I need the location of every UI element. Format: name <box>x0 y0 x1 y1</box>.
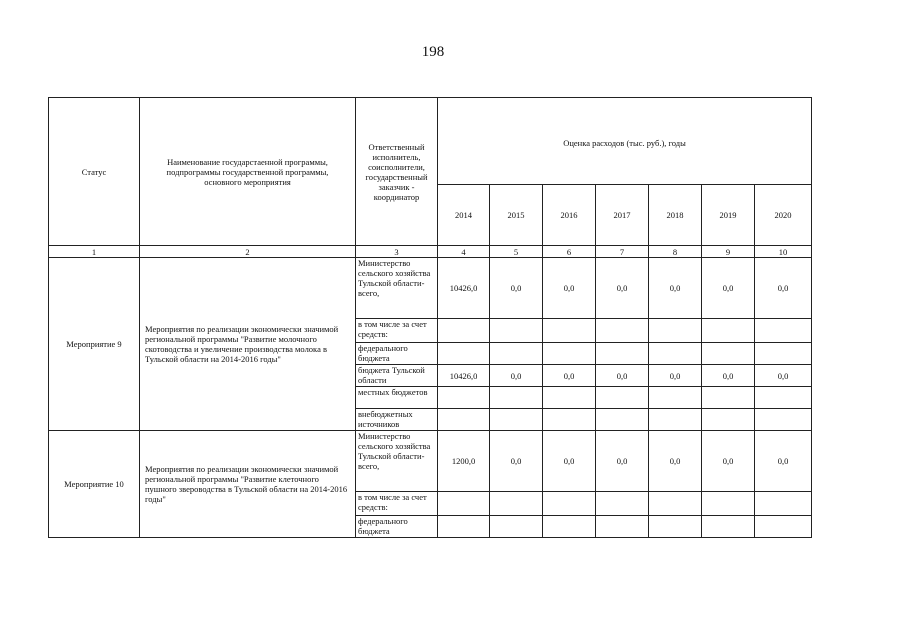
header-year: 2019 <box>702 185 755 246</box>
value-cell <box>649 516 702 538</box>
value-cell: 0,0 <box>490 365 543 387</box>
value-cell <box>438 387 490 409</box>
value-cell <box>596 409 649 431</box>
value-cell <box>702 343 755 365</box>
table-row <box>49 431 812 492</box>
column-number: 6 <box>543 246 596 258</box>
funding-source-cell: федерального бюджета <box>356 516 438 538</box>
funding-source-cell: местных бюджетов <box>356 387 438 409</box>
value-cell <box>543 319 596 343</box>
status-cell: Мероприятие 9 <box>49 258 140 431</box>
value-cell <box>438 319 490 343</box>
value-cell <box>490 387 543 409</box>
funding-source-cell: в том числе за счет средств: <box>356 492 438 516</box>
value-cell <box>755 343 812 365</box>
value-cell: 0,0 <box>543 258 596 319</box>
value-cell: 0,0 <box>543 365 596 387</box>
value-cell: 0,0 <box>702 365 755 387</box>
header-year: 2015 <box>490 185 543 246</box>
value-cell <box>755 387 812 409</box>
value-cell: 0,0 <box>649 258 702 319</box>
funding-source-cell: бюджета Тульской области <box>356 365 438 387</box>
column-numbers-row <box>49 246 812 258</box>
value-cell: 0,0 <box>649 431 702 492</box>
value-cell <box>438 492 490 516</box>
budget-table <box>48 97 812 538</box>
value-cell <box>438 516 490 538</box>
value-cell <box>490 319 543 343</box>
value-cell <box>702 387 755 409</box>
column-number: 3 <box>356 246 438 258</box>
value-cell <box>755 492 812 516</box>
value-cell: 0,0 <box>755 258 812 319</box>
column-number: 8 <box>649 246 702 258</box>
funding-source-cell: внебюджетных источников <box>356 409 438 431</box>
value-cell <box>438 409 490 431</box>
value-cell <box>755 319 812 343</box>
column-number: 10 <box>755 246 812 258</box>
column-number: 2 <box>140 246 356 258</box>
value-cell: 10426,0 <box>438 258 490 319</box>
measure-name-cell: Мероприятия по реализации экономически значимой региональной программы "Развитие молочного скотоводства и увеличение производства молока в Тульской области на 2014-2016 годы" <box>140 258 356 431</box>
value-cell <box>490 516 543 538</box>
table-body <box>49 258 812 538</box>
value-cell: 0,0 <box>596 258 649 319</box>
value-cell <box>649 409 702 431</box>
column-number: 4 <box>438 246 490 258</box>
value-cell <box>755 409 812 431</box>
header-year: 2014 <box>438 185 490 246</box>
funding-source-cell: Министерство сельского хозяйства Тульской области- всего, <box>356 431 438 492</box>
column-number: 7 <box>596 246 649 258</box>
value-cell <box>543 492 596 516</box>
value-cell: 0,0 <box>490 258 543 319</box>
value-cell: 0,0 <box>702 258 755 319</box>
measure-name-cell: Мероприятия по реализации экономически значимой региональной программы "Развитие клеточного пушного звероводства в Тульской области на 2014-2016 годы" <box>140 431 356 538</box>
header-name: Наименование государстаенной программы, подпрограммы государственной программы, основного мероприятия <box>140 98 356 246</box>
value-cell <box>543 409 596 431</box>
value-cell <box>543 343 596 365</box>
value-cell <box>490 409 543 431</box>
value-cell <box>543 387 596 409</box>
column-number: 9 <box>702 246 755 258</box>
value-cell <box>596 492 649 516</box>
value-cell <box>702 409 755 431</box>
value-cell <box>702 319 755 343</box>
value-cell: 10426,0 <box>438 365 490 387</box>
value-cell <box>596 516 649 538</box>
header-expenses: Оценка расходов (тыс. руб.), годы <box>438 98 812 185</box>
column-number: 5 <box>490 246 543 258</box>
value-cell <box>702 492 755 516</box>
value-cell <box>755 516 812 538</box>
value-cell: 0,0 <box>755 365 812 387</box>
page-number: 198 <box>421 44 445 60</box>
funding-source-cell: Министерство сельского хозяйства Тульской области- всего, <box>356 258 438 319</box>
value-cell <box>596 319 649 343</box>
header-row <box>49 98 812 185</box>
value-cell <box>649 492 702 516</box>
value-cell <box>438 343 490 365</box>
value-cell: 1200,0 <box>438 431 490 492</box>
value-cell: 0,0 <box>596 431 649 492</box>
value-cell: 0,0 <box>490 431 543 492</box>
value-cell <box>649 387 702 409</box>
value-cell <box>702 516 755 538</box>
header-year: 2018 <box>649 185 702 246</box>
column-number: 1 <box>49 246 140 258</box>
header-year: 2017 <box>596 185 649 246</box>
value-cell <box>649 343 702 365</box>
header-year: 2016 <box>543 185 596 246</box>
header-year: 2020 <box>755 185 812 246</box>
header-executor: Ответственный исполнитель, соисполнители, государственный заказчик - координатор <box>356 98 438 246</box>
value-cell <box>490 492 543 516</box>
value-cell: 0,0 <box>755 431 812 492</box>
table-row <box>49 258 812 319</box>
value-cell: 0,0 <box>702 431 755 492</box>
value-cell: 0,0 <box>596 365 649 387</box>
funding-source-cell: федерального бюджета <box>356 343 438 365</box>
value-cell <box>490 343 543 365</box>
value-cell <box>543 516 596 538</box>
value-cell <box>596 343 649 365</box>
header-status: Статус <box>49 98 140 246</box>
status-cell: Мероприятие 10 <box>49 431 140 538</box>
value-cell: 0,0 <box>543 431 596 492</box>
value-cell <box>596 387 649 409</box>
funding-source-cell: в том числе за счет средств: <box>356 319 438 343</box>
value-cell <box>649 319 702 343</box>
value-cell: 0,0 <box>649 365 702 387</box>
